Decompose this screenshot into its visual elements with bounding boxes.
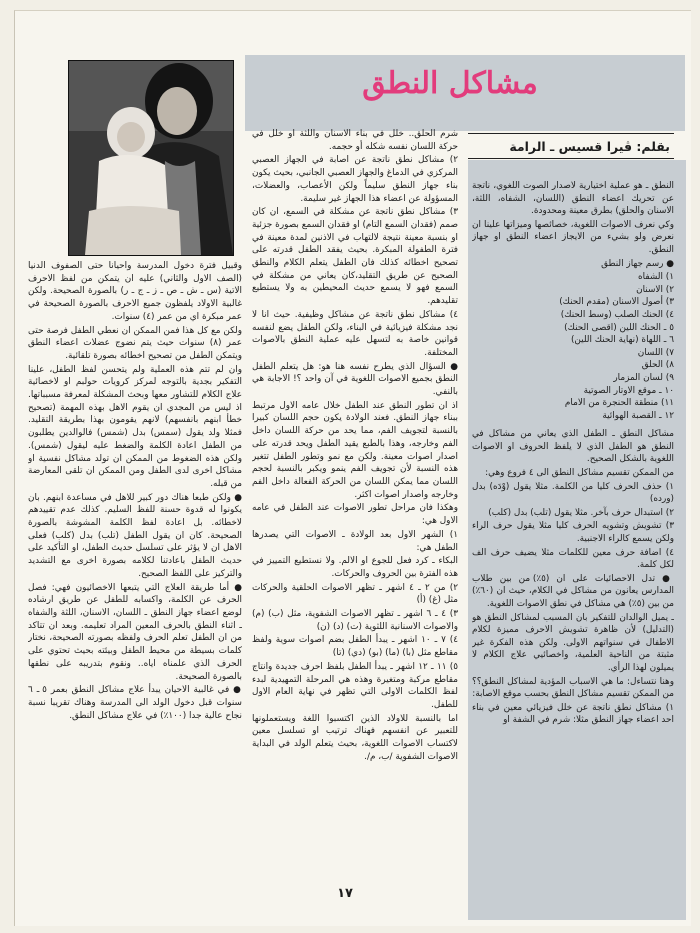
body-paragraph: ● أما طريقة العلاج التي يتبعها الاخصائيون فهي: فصل الحرف عن الكلمة، واكسابه للطفل عن طريق ارشاده لوضع اعضاء جهاز النطق ـ اللسان، الاسنان، اللثة والشفاه ـ اثناء النطق بالحرف المعين المراد تعليمه. وبعد ان تتاكد من ان الطفل تعلم الحرف ولفظه بصورته الصحيحة، نختار كلمات بسيطة من محيط الطفل وبيئته بحيث تحتوي على الحرف الذي علمناه اياه.. ونقوم بتدريبه على نطقها بالصورة الصحيحة. bbox=[28, 582, 242, 682]
body-paragraph: وهكذا فان مراحل تطور الاصوات عند الطفل في عامه الاول هي: bbox=[252, 503, 458, 527]
body-paragraph: ● ولكن طبعا هناك دور كبير للاهل في مساعدة ابنهم. بان يكونوا له قدوة حسنة للفظ السليم. كذلك عدم تقييدهم لاخطائه. بل اعادة لفظ الكلمة المشوشة بالصورة الصحيحة. كان ان يقول الطفل (تلب) بدل (كلب) فعلى الاهل ان لا يؤثر على تسلسل حديث الطفل، او التأكيد على حديث الطفل باعادتنا لكلامه بصورة اخرى مع التشديد والتركيز على اللفظ الصحيح. bbox=[28, 492, 242, 579]
body-paragraph: ٥) ١١ ـ ١٢ اشهر ـ يبدأ الطفل بلفظ احرف جديدة وانتاج مقاطع مركبة ومتغيرة وهذه هي المرحلة التمهيدية لبدء لفظ الكلمات الاولى التي تظهر في نهاية العام الاول للطفل. bbox=[252, 661, 458, 710]
byline: بقلم: ڤيرا قسيس ـ الرامة bbox=[468, 133, 674, 159]
organ-list-item: ١) الشفاه bbox=[638, 272, 674, 283]
page-number: ١٧ bbox=[337, 886, 353, 901]
body-paragraph: مشاكل النطق ـ الطفل الذي يعاني من مشاكل في النطق هو الطفل الذي لا يلفظ الحروف او الاصوات اللغوية بالشكل الصحيح. bbox=[472, 429, 674, 465]
body-paragraph: ٢) استبدال حرف بآخر. مثلا يقول (تلب) بدل (كلب) bbox=[488, 507, 674, 518]
body-paragraph: ٤) مشاكل نطق ناتجة عن مشاكل وظيفية. حيث انا لا نجد مشكلة فيزيائية في البناء، ولكن الطفل يضع لنفسه قوانين خاصة به لتسهل عليه عملية النطق بالاصوات المختلفة. bbox=[252, 309, 458, 358]
body-paragraph: ٣) مشاكل نطق ناتجة عن مشكلة في السمع، ان كان صمم (فقدان السمع التام) او فقدان السمع بصورة جزئية او بنسبة معينة نتيجة لالتهاب في الاذنين لمدة معينة في فترة الطفولة المبكرة. بحيث يفقد الطفل قدرته على تصحيح اخطائه كذلك فان الطفل يتعلم الكلام والنطق الصحيح عن طريق التقليد،كان يعاني من مشكلة في السمع فهو لا يسمع حديث المحيطين به ولا يستطيع تقليدهم. bbox=[252, 207, 458, 307]
organ-list-item: ١٢ ـ القصبة الهوائية bbox=[602, 410, 674, 421]
organ-list-item: ٧) اللسان bbox=[637, 347, 674, 358]
intro-paragraph: النطق ـ هو عملية اختيارية لاصدار الصوت اللغوي، ناتجة عن تحريك اعضاء النطق (اللسان، الشفاه، اللثة، الاسنان والحلق) بطرق معينة ومحدودة. bbox=[472, 181, 674, 217]
body-paragraph: وان لم تتم هذه العملية ولم يتحسن لفظ الطفل، علينا التفكير بجدية بالتوجه لمركز كرويات حولبم او لاخصائية علاج الكلام للتشاور معها وبحث المشكلة لمعرفة مسبباتها. اذ ليس من المجدي ان يقوم الاهل بهذه المهمة (تصحيح خطأ ابنهم بانفسهم) لانهم يقومون بهذا بطريقة التقليد. فمثلا ولد يقول (سمس) بدل (شمس) فالوالدين يطلبون من الطفل اعادة الكلمة والضغط عليه ليقول (شمس). ولكن هذه الضغوط من الممكن ان تولد مشاكل نفسية او مشاكل اخرى لدى الطفل ومن الممكن ان تلقى المعارضة من قبله. bbox=[28, 364, 242, 489]
body-paragraph: شرم الحلق.. خلل في بناء الاسنان واللثة او خلل في حركة اللسان نفسه شكله أو حجمه. bbox=[252, 129, 458, 152]
photo-illustration bbox=[69, 61, 233, 255]
organ-list-item: ٥ ـ الحنك اللين (اقصى الحنك) bbox=[564, 322, 674, 333]
body-paragraph: وهنا نتساءل: ما هي الاسباب المؤدية لمشاكل النطق؟؟ من الممكن تقسيم مشاكل النطق بحسب موقع الاصابة: bbox=[472, 676, 674, 700]
organ-list-item: ٣) أصول الاسنان (مقدم الحنك) bbox=[559, 297, 674, 308]
body-paragraph: ـ يميل الوالدان للتفكير بان المسبب لمشاكل النطق هو (التدليل) لأن ظاهرة تشويش الاحرف مميزة لكلام الاطفال في سنواتهم الاولى. ولكن هذه الفكرة غير مثبتة من الناحية العلمية، واخصائيي علاج الكلام لا يميلون لهذا الرأي. bbox=[472, 612, 674, 673]
body-paragraph: اذ ان تطور النطق عند الطفل خلال عامه الاول مرتبط ببناء جهاز النطق. فعند الولادة يكون حجم اللسان كبيرا بالنسبة لتجويف الفم، مما يحد من حركة اللسان داخل الفم وخارجه، وهذا بالطبع يقيد الطفل ويحد قدرته على اصدار اصوات معينة. ولكن مع نمو وتطور الطفل تتغير هذه النسبة لأن تجويف الفم ينمو ويكبر بالنسبة لحجم اللسان مما يمكن اللسان من الحركة الفعالة داخل الفم وخارجه واصدار اصوات اكثر. bbox=[252, 400, 458, 500]
column-middle bbox=[252, 128, 458, 878]
article-title: مشاكل النطق bbox=[362, 66, 538, 101]
organ-list-item: ١٠ ـ موقع الاوتار الصوتية bbox=[583, 385, 674, 396]
body-paragraph: ١) الشهر الاول بعد الولادة ـ الاصوات التي يصدرها الطفل هي: bbox=[252, 529, 458, 553]
body-paragraph: ولكن مع كل هذا فمن الممكن ان نعطي الطفل فرصة حتى عمر (٨) سنوات حيث يتم نضوج عضلات اعضاء النطق ويتمكن الطفل من تصحيح اخطائه بصورة تلقائية. bbox=[28, 325, 242, 361]
organ-list-item: ٩) لسان المزمار bbox=[613, 372, 674, 383]
column-right bbox=[472, 180, 674, 880]
organ-list-item: ٤) الحنك الصلب (وسط الحنك) bbox=[560, 309, 674, 320]
body-paragraph: وقبيل فترة دخول المدرسة واحيانا حتى الصفوف الدنيا (الصف الاول والثاني) عليه ان يتمكن من لفظ الاحرف الاتية (س ـ ش ـ ص ـ ز ـ ج ـ ر) بالصورة الصحيحة. ولكن غالبية الاولاد يلفظون جميع الاحرف بالصورة الصحيحة في عمر مبكرة اي من عمر (٤) سنوات. bbox=[28, 261, 242, 322]
body-paragraph: ● السؤال الذي يطرح نفسه هنا هو: هل يتعلم الطفل النطق بجميع الاصوات اللغوية في آن واحد ؟! الاجابة هي بالنفي. bbox=[252, 361, 458, 398]
body-paragraph: ٢) من ٢ ـ ٤ اشهر ـ تظهر الاصوات الحلقية والحركات مثل (غ) (أ) bbox=[252, 582, 458, 606]
organ-list-item: ٦ ـ اللهاة (نهاية الحنك اللين) bbox=[570, 335, 674, 346]
intro-paragraph: وكي نعرف الاصوات اللغوية، خصائصها وميزاتها علينا ان نعرض ولو بشيء من الايجاز اعضاء النطق او جهاز النطق. bbox=[472, 219, 674, 255]
body-paragraph: ٣) ٤ ـ ٦ اشهر ـ تظهر الاصوات الشفوية، مثل (ب) (م) والاصوات الاسنانية اللثوية (ت) (د) (ن) bbox=[252, 609, 458, 632]
body-paragraph: البكاء ـ كرد فعل للجوع او الالم. ولا نستطيع التمييز في هذه الفترة بين الحروف والحركات. bbox=[252, 556, 458, 579]
body-paragraph: ● في غالبية الاحيان يبدأ علاج مشاكل النطق بعمر ٥ ـ ٦ سنوات قبل دخول الولد الى المدرسة وهناك تقريبا نسبة نجاح عالية جدا (١٠٠٪) في علاج مشاكل النطق. bbox=[28, 685, 242, 721]
body-paragraph: ● تدل الاحصائيات على ان (٥٪) من بين طلاب المدارس يعانون من مشاكل في الكلام، حيث ان (٦٠٪) من بين (٥٪) هي مشاكل في نطق الاصوات اللغوية. bbox=[472, 573, 674, 609]
body-paragraph: اما بالنسبة للاولاد الذين اكتسبوا اللغة ويستعملونها للتعبير عن انفسهم فهناك ترتيب او تسلسل معين لاكتساب الاصوات اللغوية، بحيث يتعلم الولد في البداية الاصوات الشفوية /ب، م/. bbox=[252, 713, 458, 762]
body-paragraph: ٢) مشاكل نطق ناتجة عن اصابة في الجهاز العصبي المركزي في الدماغ والجهاز العصبي الجانبي، بحيث يكون بناء جهاز النطق سليماً ولكن الأعصاب، والعضلات، المسؤولة عن اعضاء هذا الجهاز غير سليمة. bbox=[252, 155, 458, 204]
body-paragraph: ١) مشاكل نطق ناتجة عن خلل فيزيائي معين في بناء احد اعضاء جهاز النطق مثلا: شرم في الشفة او bbox=[472, 702, 674, 726]
body-paragraph: ٣) تشويش وتشويه الحرف كليا مثلا يقول حرف الراء ولكن يسمع كالراء الاجنبية. bbox=[472, 521, 674, 545]
body-paragraph: ٤) ٧ ـ ١٠ اشهر ـ يبدأ الطفل بضم اصوات سوية ولفظ مقاطع مثل (با) (ما) (بو) (دي) (تا) bbox=[252, 635, 458, 659]
body-paragraph: ١) حذف الحرف كليا من الكلمة. مثلا يقول (وْدَه) بدل (ورده) bbox=[472, 481, 674, 505]
organ-list-item: ٨) الحلق bbox=[641, 360, 674, 371]
mother-child-photo bbox=[68, 60, 234, 256]
organs-heading: ● رسم جهاز النطق bbox=[601, 258, 674, 269]
organ-list-item: ١١) منطقة الحنجرة من الامام bbox=[564, 398, 674, 409]
body-paragraph: من الممكن تقسيم مشاكل النطق الى ٤ فروع وهي: bbox=[485, 468, 674, 479]
body-paragraph: ٤) اضافة حرف معين للكلمات مثلا يضيف حرف الف لكل كلمة. bbox=[472, 547, 674, 571]
column-left bbox=[28, 260, 242, 878]
organ-list-item: ٢) الاسنان bbox=[636, 284, 674, 295]
